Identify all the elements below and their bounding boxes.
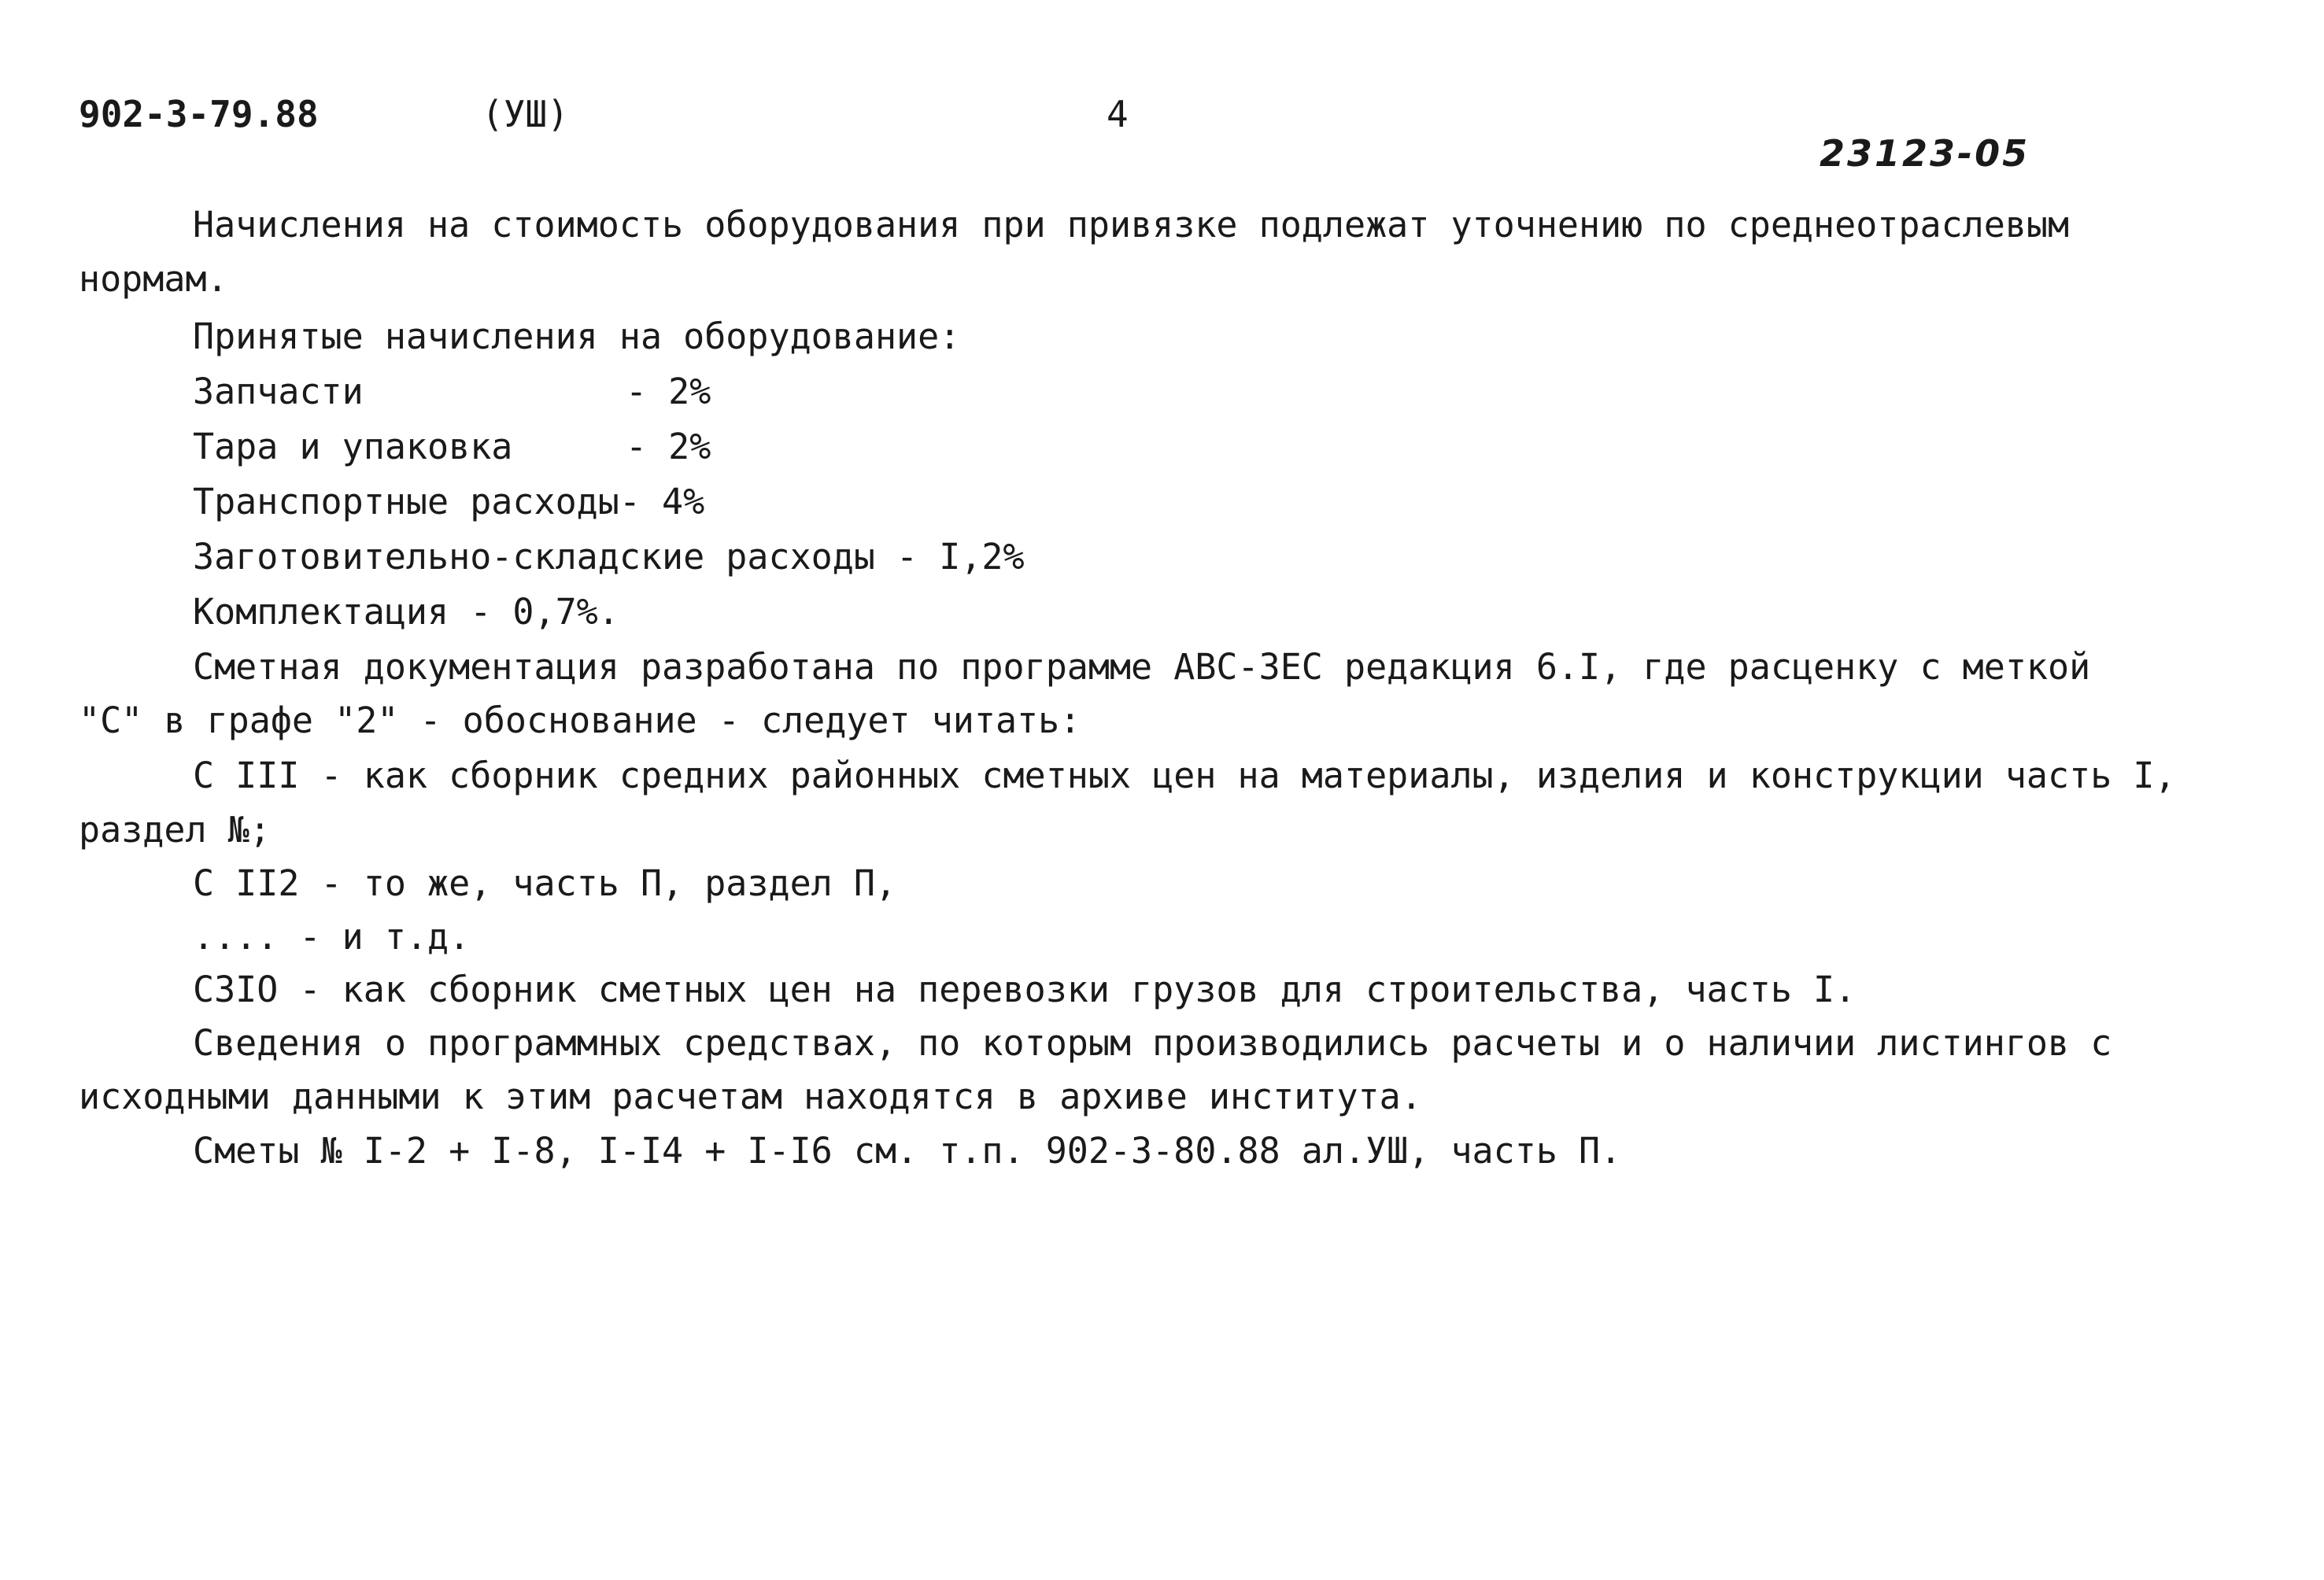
paragraph-software-line-2: "С" в графе "2" - обоснование - следует читать: <box>79 700 1081 741</box>
paragraph-equipment-accruals-line-1: Начисления на стоимость оборудования при привязке подлежат уточнению по среднеотраслевым <box>193 204 2070 245</box>
paragraph-archive-line-2: исходными данными к этим расчетам находятся в архиве института. <box>79 1076 1422 1117</box>
page-number: 4 <box>1107 93 1129 135</box>
accrual-item-storage: Заготовительно-складские расходы - I,2% <box>193 536 1025 578</box>
accruals-title: Принятые начисления на оборудование: <box>193 316 961 357</box>
reference-c111-line-2: раздел №; <box>79 809 271 851</box>
album-number: (УШ) <box>482 93 569 135</box>
accrual-item-transport: Транспортные расходы- 4% <box>193 481 705 522</box>
accrual-item-completion: Комплектация - 0,7%. <box>193 591 619 633</box>
reference-c112: С II2 - то же, часть П, раздел П, <box>193 862 897 904</box>
accrual-item-name: Тара и упаковка <box>193 426 513 467</box>
paragraph-software-line-1: Сметная документация разработана по программе АВС-ЗЕС редакция 6.I, где расценку с меткой <box>193 646 2091 688</box>
accrual-item-spare-parts <box>193 370 711 414</box>
accrual-item-packaging <box>193 425 711 469</box>
accrual-item-value: - 2% <box>626 426 711 467</box>
handwritten-inventory-number: 23123-05 <box>1820 132 2030 175</box>
accrual-item-name: Запчасти <box>193 371 364 412</box>
document-code: 902-3-79.88 <box>79 93 319 135</box>
estimates-reference: Сметы № I-2 + I-8, I-I4 + I-I6 см. т.п. 902-3-80.88 ал.УШ, часть П. <box>193 1130 1622 1172</box>
reference-etc: .... - и т.д. <box>193 916 471 958</box>
paragraph-archive-line-1: Сведения о программных средствах, по которым производились расчеты и о наличии листингов с <box>193 1022 2112 1064</box>
reference-c310: СЗIО - как сборник сметных цен на перевозки грузов для строительства, часть I. <box>193 969 1857 1010</box>
accrual-item-value: - 2% <box>626 371 711 412</box>
reference-c111-line-1: С III - как сборник средних районных сметных цен на материалы, изделия и конструкции часть I, <box>193 755 2176 796</box>
paragraph-equipment-accruals-line-2: нормам. <box>79 258 228 300</box>
